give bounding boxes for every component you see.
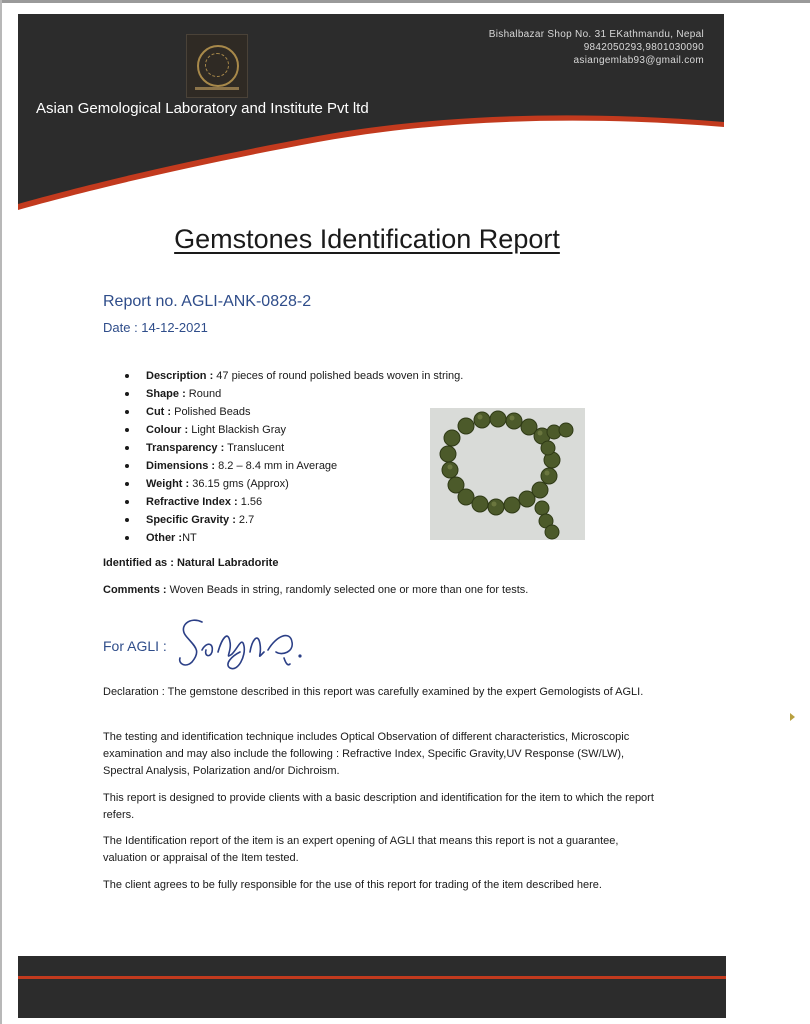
contact-email: asiangemlab93@gmail.com — [573, 55, 704, 66]
report-date: Date : 14-12-2021 — [103, 320, 208, 335]
testing-technique-paragraph: The testing and identification technique includes Optical Observation of different characteristics, Microscopic examination and may also include the following : Refractive Index, Specific Gravity,UV Response (SW/LW), Spectral Analysis, Polarization and/or Dichroism. — [103, 731, 630, 777]
expert-opinion-paragraph: The Identification report of the item is an expert opening of AGLI that means this report is not a guarantee, valuation or appraisal of the Item tested. — [103, 835, 619, 864]
gemstone-photo — [430, 408, 585, 540]
contact-address: Bishalbazar Shop No. 31 EKathmandu, Nepal — [488, 29, 704, 40]
spec-transparency: Transparency : Translucent — [146, 439, 463, 457]
report-number: Report no. AGLI-ANK-0828-2 — [103, 293, 312, 310]
for-agli-label: For AGLI : — [103, 638, 167, 654]
letterhead — [18, 14, 724, 210]
contact-info — [489, 28, 704, 67]
contact-phone: 9842050293,9801030090 — [583, 42, 704, 53]
spec-other: Other :NT — [146, 529, 463, 547]
spec-shape: Shape : Round — [146, 385, 463, 403]
footer-accent-line — [18, 976, 726, 979]
declaration-paragraph: Declaration : The gemstone described in this report was carefully examined by the expert Gemologists of AGLI. — [103, 686, 644, 698]
report-purpose-paragraph: This report is designed to provide clients with a basic description and identification for the item to which the report refers. — [103, 792, 654, 821]
identified-as: Identified as : Natural Labradorite — [103, 557, 279, 569]
spec-dimensions: Dimensions : 8.2 – 8.4 mm in Average — [146, 457, 463, 475]
spec-description: Description : 47 pieces of round polished beads woven in string. — [146, 367, 463, 385]
gem-specifications — [146, 367, 463, 547]
spec-weight: Weight : 36.15 gms (Approx) — [146, 475, 463, 493]
page-border-left — [0, 0, 2, 1024]
laboratory-logo — [186, 34, 248, 98]
client-responsibility-paragraph: The client agrees to be fully responsible for the use of this report for trading of the item described here. — [103, 879, 602, 891]
comments: Comments : Woven Beads in string, randomly selected one or more than one for tests. — [103, 584, 529, 596]
signature — [172, 612, 322, 677]
spec-specific-gravity: Specific Gravity : 2.7 — [146, 511, 463, 529]
spec-colour: Colour : Light Blackish Gray — [146, 421, 463, 439]
page-border-top — [0, 0, 810, 3]
spec-cut: Cut : Polished Beads — [146, 403, 463, 421]
company-name: Asian Gemological Laboratory and Institute Pvt ltd — [36, 100, 369, 117]
page-edge-mark — [790, 713, 795, 721]
spec-refractive-index: Refractive Index : 1.56 — [146, 493, 463, 511]
footer-band — [18, 956, 726, 1018]
report-title: Gemstones Identification Report — [174, 224, 560, 254]
